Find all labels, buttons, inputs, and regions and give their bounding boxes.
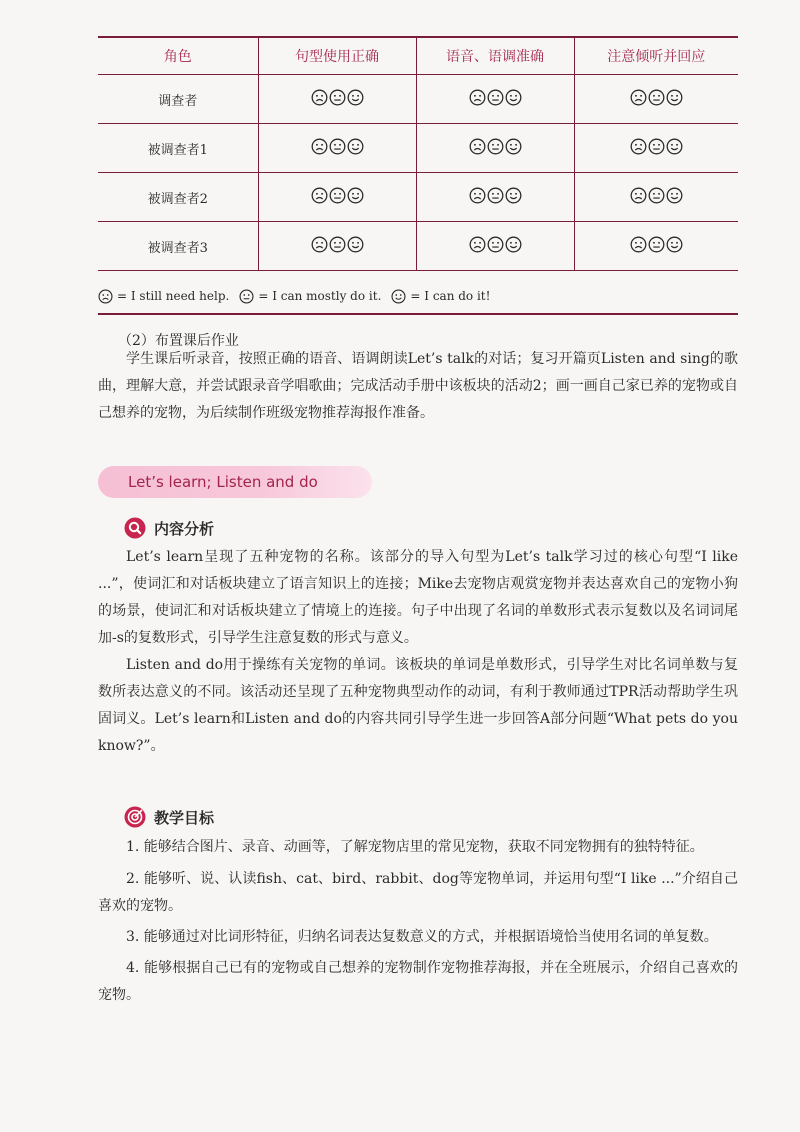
sad-face-icon[interactable] — [311, 89, 328, 106]
legend-item-neutral — [239, 289, 381, 304]
header-pronunciation: 语音、语调准确 — [416, 37, 574, 75]
rating-cell — [416, 173, 574, 222]
rating-cell — [258, 75, 416, 124]
sad-face-icon[interactable] — [469, 138, 486, 155]
neutral-face-icon[interactable] — [648, 236, 665, 253]
neutral-face-icon — [239, 289, 254, 304]
sad-face-icon[interactable] — [311, 187, 328, 204]
goal-item-3: 3. 能够通过对比词形特征，归纳名词表达复数意义的方式，并根据语境恰当使用名词的单复数。 — [126, 929, 718, 945]
sad-face-icon[interactable] — [630, 187, 647, 204]
teaching-goals-title: 教学目标 — [154, 808, 215, 827]
sad-face-icon[interactable] — [311, 236, 328, 253]
header-role: 角色 — [98, 37, 258, 75]
rating-cell — [258, 173, 416, 222]
table-row — [98, 124, 738, 173]
legend-neutral-label: = I can mostly do it. — [258, 289, 382, 303]
header-listening: 注意倾听并回应 — [574, 37, 738, 75]
happy-face-icon[interactable] — [666, 187, 683, 204]
rating-cell — [258, 222, 416, 271]
homework-title: （2）布置课后作业 — [118, 333, 239, 349]
homework-paragraph: 学生课后听录音，按照正确的语音、语调朗读Let’s talk的对话；复习开篇页Listen and sing的歌曲，理解大意，并尝试跟录音学唱歌曲；完成活动手册中该板块的活动2；画一画自己家已养的宠物或自己想养的宠物，为后续制作班级宠物推荐海报作准备。 — [98, 351, 738, 421]
sad-face-icon[interactable] — [311, 138, 328, 155]
teaching-goals-heading — [124, 806, 214, 828]
table-header-row — [98, 37, 738, 75]
rating-cell — [416, 222, 574, 271]
sad-face-icon[interactable] — [469, 187, 486, 204]
rating-legend — [98, 279, 738, 315]
sad-face-icon[interactable] — [630, 236, 647, 253]
neutral-face-icon[interactable] — [648, 89, 665, 106]
legend-sad-label: = I still need help. — [117, 289, 230, 303]
happy-face-icon[interactable] — [666, 138, 683, 155]
neutral-face-icon[interactable] — [487, 187, 504, 204]
sad-face-icon[interactable] — [469, 89, 486, 106]
neutral-face-icon[interactable] — [648, 138, 665, 155]
rating-cell — [574, 173, 738, 222]
target-icon — [124, 806, 146, 828]
goal-item-1: 1. 能够结合图片、录音、动画等，了解宠物店里的常见宠物，获取不同宠物拥有的独特特征。 — [126, 839, 704, 855]
header-sentence-usage: 句型使用正确 — [258, 37, 416, 75]
rating-cell — [258, 124, 416, 173]
legend-item-happy — [391, 289, 490, 304]
happy-face-icon[interactable] — [666, 89, 683, 106]
neutral-face-icon[interactable] — [648, 187, 665, 204]
magnifier-icon — [124, 517, 146, 539]
rating-cell — [416, 124, 574, 173]
table-row — [98, 222, 738, 271]
happy-face-icon[interactable] — [505, 89, 522, 106]
neutral-face-icon[interactable] — [329, 89, 346, 106]
table-row — [98, 75, 738, 124]
sad-face-icon[interactable] — [630, 138, 647, 155]
happy-face-icon[interactable] — [347, 187, 364, 204]
row-role: 被调查者1 — [98, 124, 258, 173]
row-role: 调查者 — [98, 75, 258, 124]
sad-face-icon[interactable] — [469, 236, 486, 253]
goal-item-4: 4. 能够根据自己已有的宠物或自己想养的宠物制作宠物推荐海报，并在全班展示，介绍自己喜欢的宠物。 — [98, 960, 738, 1003]
row-role: 被调查者3 — [98, 222, 258, 271]
happy-face-icon[interactable] — [347, 236, 364, 253]
sad-face-icon[interactable] — [630, 89, 647, 106]
neutral-face-icon[interactable] — [487, 236, 504, 253]
happy-face-icon[interactable] — [505, 236, 522, 253]
table-row — [98, 173, 738, 222]
happy-face-icon[interactable] — [666, 236, 683, 253]
happy-face-icon[interactable] — [505, 187, 522, 204]
happy-face-icon[interactable] — [347, 138, 364, 155]
happy-face-icon[interactable] — [347, 89, 364, 106]
row-role: 被调查者2 — [98, 173, 258, 222]
neutral-face-icon[interactable] — [329, 187, 346, 204]
legend-item-sad — [98, 289, 229, 304]
evaluation-table — [98, 36, 738, 271]
rating-cell — [574, 124, 738, 173]
neutral-face-icon[interactable] — [329, 236, 346, 253]
neutral-face-icon[interactable] — [487, 89, 504, 106]
happy-face-icon[interactable] — [505, 138, 522, 155]
rating-cell — [574, 75, 738, 124]
content-analysis-paragraph-2: Listen and do用于操练有关宠物的单词。该板块的单词是单数形式，引导学生对比名词单数与复数所表达意义的不同。该活动还呈现了五种宠物典型动作的动词，有利于教师通过TPR活动帮助学生巩固词义。Let’s learn和Listen and do的内容共同引导学生进一步回答A部分问题“What pets do you know?”。 — [98, 657, 738, 754]
rating-cell — [416, 75, 574, 124]
legend-happy-label: = I can do it! — [410, 289, 491, 303]
rating-cell — [574, 222, 738, 271]
goal-item-2: 2. 能够听、说、认读fish、cat、bird、rabbit、dog等宠物单词，并运用句型“I like ...”介绍自己喜欢的宠物。 — [98, 871, 738, 914]
sad-face-icon — [98, 289, 113, 304]
section-banner: Let’s learn; Listen and do — [98, 466, 372, 498]
content-analysis-title: 内容分析 — [154, 519, 215, 538]
content-analysis-paragraph-1: Let’s learn呈现了五种宠物的名称。该部分的导入句型为Let’s talk学习过的核心句型“I like ...”，使词汇和对话板块建立了语言知识上的连接；Mike去宠物店观赏宠物并表达喜欢自己的宠物小狗的场景，使词汇和对话板块建立了情境上的连接。句子中出现了名词的单数形式表示复数以及名词词尾加-s的复数形式，引导学生注意复数的形式与意义。 — [98, 549, 738, 646]
neutral-face-icon[interactable] — [487, 138, 504, 155]
neutral-face-icon[interactable] — [329, 138, 346, 155]
content-analysis-heading — [124, 517, 214, 539]
happy-face-icon — [391, 289, 406, 304]
